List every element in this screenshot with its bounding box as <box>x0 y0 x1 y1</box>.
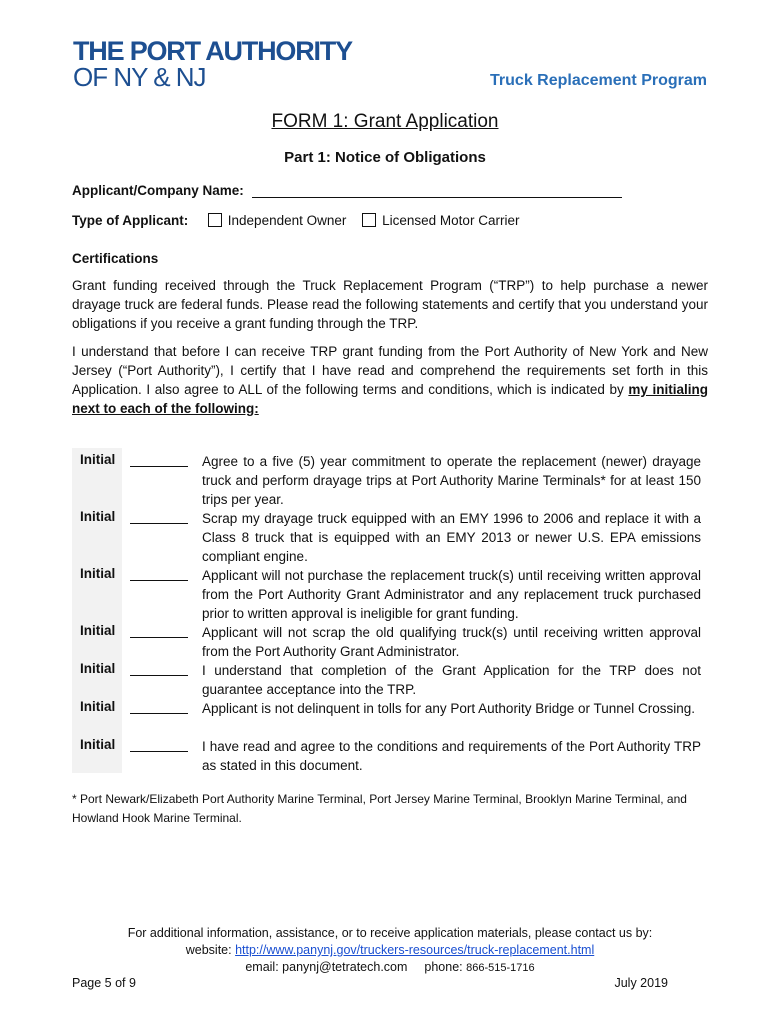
initial-label: Initial <box>80 661 116 676</box>
initial-label: Initial <box>80 509 116 524</box>
applicant-name-field[interactable] <box>252 183 622 198</box>
applicant-name-row <box>72 183 622 198</box>
licensed-motor-carrier-label: Licensed Motor Carrier <box>382 213 520 228</box>
initials-column-shade <box>72 448 122 773</box>
initial-label: Initial <box>80 452 116 467</box>
initial-statement: Applicant is not delinquent in tolls for any Port Authority Bridge or Tunnel Crossing. <box>202 701 696 716</box>
contact-block <box>0 925 770 977</box>
revision-date: July 2019 <box>614 976 668 990</box>
initial-label: Initial <box>80 623 116 638</box>
initial-statement: Applicant will not purchase the replacement truck(s) until receiving written approval from the Port Authority Grant Administrator and any replacement truck purchased prior to written approval is ineligible for grant funding. <box>202 568 701 621</box>
certifications-heading: Certifications <box>72 251 159 266</box>
initial-statement: I have read and agree to the conditions and requirements of the Port Authority TRP as stated in this document. <box>202 739 701 773</box>
email-label: email: <box>245 960 279 974</box>
initial-field[interactable] <box>130 713 188 714</box>
email-address: panynj@tetratech.com <box>282 960 408 974</box>
initial-label: Initial <box>80 566 116 581</box>
applicant-name-label: Applicant/Company Name: <box>72 183 244 198</box>
initial-field[interactable] <box>130 523 188 524</box>
certifications-paragraph-1: Grant funding received through the Truck Replacement Program (“TRP”) to help purchase a newer drayage truck are federal funds. Please read the following statements and certify that you understand your obligations if you receive a grant funding through the TRP. <box>72 278 708 331</box>
initial-statement: I understand that completion of the Grant Application for the TRP does not guarantee acceptance into the TRP. <box>202 663 701 697</box>
page-number: Page 5 of 9 <box>72 976 136 990</box>
independent-owner-checkbox[interactable] <box>208 213 222 227</box>
applicant-type-row <box>72 213 519 228</box>
program-name: Truck Replacement Program <box>490 72 707 89</box>
initial-label: Initial <box>80 699 116 714</box>
phone-label: phone: <box>424 960 463 974</box>
applicant-type-label: Type of Applicant: <box>72 213 189 228</box>
initial-field[interactable] <box>130 580 188 581</box>
contact-intro: For additional information, assistance, or to receive application materials, please contact us by: <box>127 926 653 940</box>
initial-field[interactable] <box>130 675 188 676</box>
website-label: website: <box>185 943 232 957</box>
port-authority-logo <box>73 38 352 90</box>
initial-field[interactable] <box>130 751 188 752</box>
initial-field[interactable] <box>130 466 188 467</box>
website-line <box>0 942 770 959</box>
email-phone-line <box>0 959 770 977</box>
website-link[interactable]: http://www.panynj.gov/truckers-resources/truck-replacement.html <box>235 943 595 957</box>
initial-statement: Applicant will not scrap the old qualifying truck(s) until receiving written approval from the Port Authority Grant Administrator. <box>202 625 701 659</box>
logo-line-1: THE PORT AUTHORITY <box>73 36 352 66</box>
initialing-emphasis: my initialing next to each of the following: <box>72 382 708 416</box>
logo-line-2: OF NY & NJ <box>73 62 206 92</box>
licensed-motor-carrier-checkbox[interactable] <box>362 213 376 227</box>
part-title: Part 1: Notice of Obligations <box>284 149 486 166</box>
initial-statement: Scrap my drayage truck equipped with an EMY 1996 to 2006 and replace it with a Class 8 truck that is equipped with an EMY 2013 or newer U.S. EPA emissions compliant engine. <box>202 511 701 564</box>
initial-label: Initial <box>80 737 116 752</box>
form-title: FORM 1: Grant Application <box>271 111 499 132</box>
initial-field[interactable] <box>130 637 188 638</box>
certifications-paragraph-2 <box>72 342 708 418</box>
phone-number: 866-515-1716 <box>466 962 535 974</box>
certifications-paragraph-2-text: I understand that before I can receive TRP grant funding from the Port Authority of New York and New Jersey (“Port Authority”), I certify that I have read and comprehend the requirements set forth in this Application. I also agree to ALL of the following terms and conditions, which is indicated by <box>72 344 708 397</box>
initial-statement: Agree to a five (5) year commitment to operate the replacement (newer) drayage truck and perform drayage trips at Port Authority Marine Terminals* for at least 150 trips per year. <box>202 454 701 507</box>
terminals-footnote: * Port Newark/Elizabeth Port Authority Marine Terminal, Port Jersey Marine Terminal, Brooklyn Marine Terminal, and Howland Hook Marine Terminal. <box>72 792 687 825</box>
independent-owner-label: Independent Owner <box>227 213 347 228</box>
